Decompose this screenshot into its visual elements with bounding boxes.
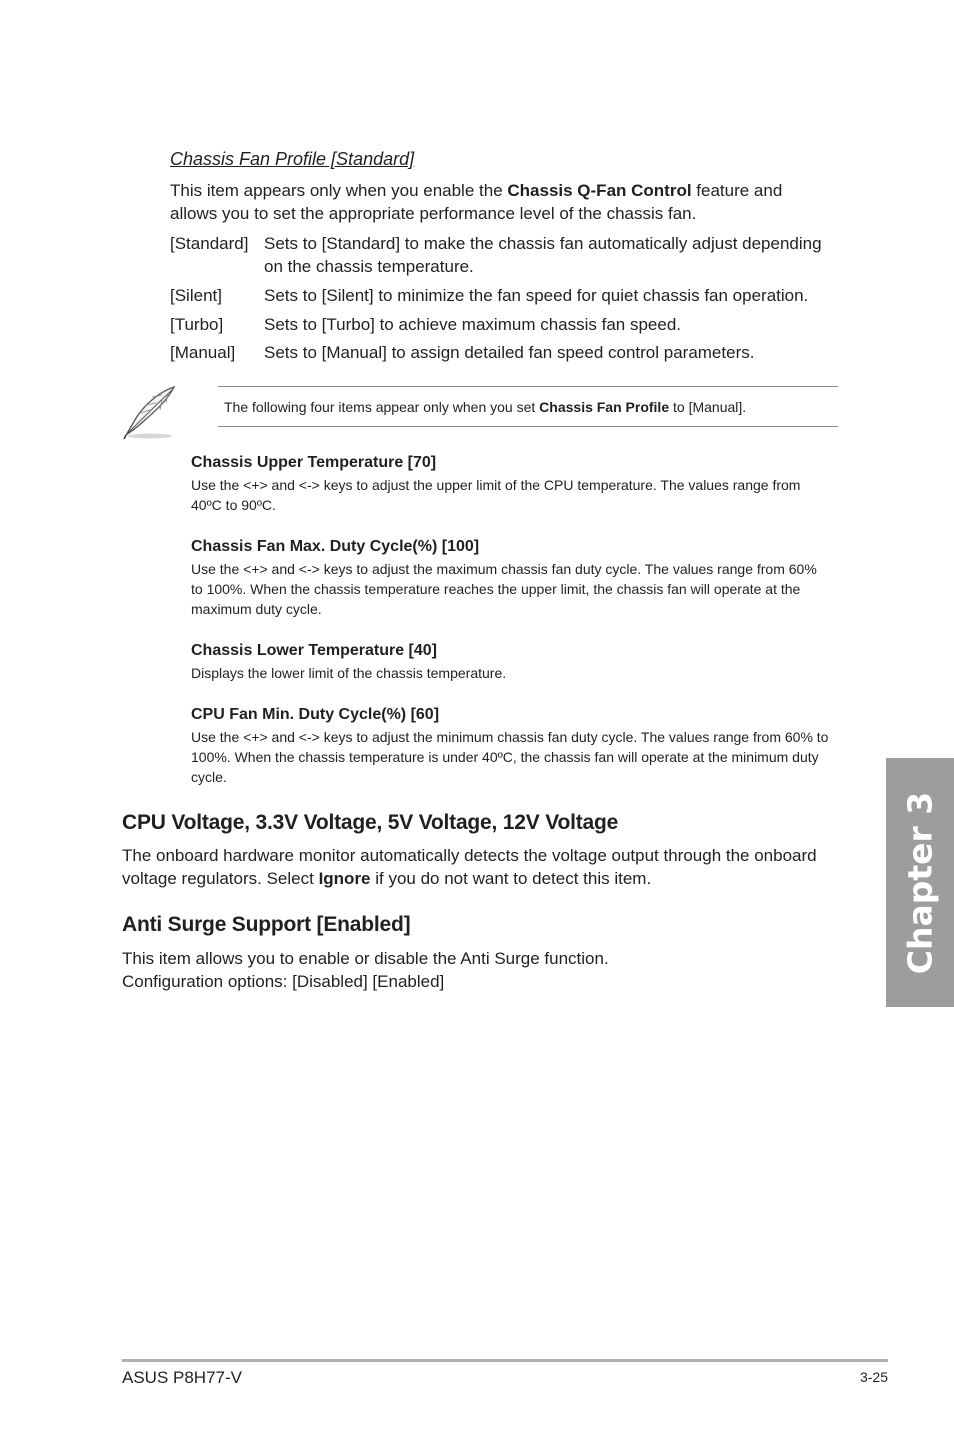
option-desc: Sets to [Standard] to make the chassis fan automatically adjust depending on the chassis temperature. [264, 234, 822, 276]
anti-surge-options: Configuration options: [Disabled] [Enabled] [122, 972, 445, 991]
item-desc: Use the <+> and <-> keys to adjust the maximum chassis fan duty cycle. The values range from 60% to 100%. When the chassis temperature reaches the upper limit, the chassis fan will operate at the maximum duty cycle. [191, 561, 817, 617]
chapter-tab [886, 758, 954, 1007]
option-standard [170, 232, 840, 278]
item-desc: Use the <+> and <-> keys to adjust the upper limit of the CPU temperature. The values range from 40ºC to 90ºC. [191, 477, 801, 513]
section-title-voltage: CPU Voltage, 3.3V Voltage, 5V Voltage, 12V Voltage [122, 811, 619, 834]
item-title: Chassis Upper Temperature [70] [191, 454, 437, 471]
anti-surge-line: This item allows you to enable or disable the Anti Surge function. [122, 949, 609, 968]
option-desc: Sets to [Turbo] to achieve maximum chassis fan speed. [264, 315, 682, 334]
subsection-intro: This item appears only when you enable the Chassis Q-Fan Control feature and allows you to set the appropriate performance level of the chassis fan. [170, 181, 783, 223]
option-silent [170, 284, 840, 307]
section-title-anti-surge: Anti Surge Support [Enabled] [122, 913, 411, 936]
option-key: [Silent] [170, 286, 222, 305]
chapter-tab-label: Chapter 3 [900, 791, 940, 974]
note-text: The following four items appear only when you set Chassis Fan Profile to [Manual]. [224, 399, 747, 415]
note-bottom-rule [218, 426, 838, 427]
item-desc: Use the <+> and <-> keys to adjust the minimum chassis fan duty cycle. The values range from 60% to 100%. When the chassis temperature is under 40ºC, the chassis fan will operate at the minimum duty cycle. [191, 729, 829, 785]
item-title: Chassis Fan Max. Duty Cycle(%) [100] [191, 538, 480, 555]
item-title: Chassis Lower Temperature [40] [191, 642, 438, 659]
option-desc: Sets to [Manual] to assign detailed fan speed control parameters. [264, 343, 755, 362]
footer-product-name: ASUS P8H77-V [122, 1368, 242, 1387]
option-turbo [170, 313, 840, 336]
item-desc: Displays the lower limit of the chassis temperature. [191, 665, 507, 681]
footer-page-number: 3-25 [859, 1369, 888, 1385]
note-pen-icon [122, 383, 180, 441]
section-desc-voltage: The onboard hardware monitor automatically detects the voltage output through the onboard voltage regulators. Select Ignore if you do not want to detect this item. [122, 846, 817, 888]
option-key: [Standard] [170, 234, 249, 253]
option-key: [Manual] [170, 343, 236, 362]
section-desc-anti-surge [122, 947, 842, 993]
option-key: [Turbo] [170, 315, 224, 334]
note-top-rule [218, 386, 838, 387]
option-desc: Sets to [Silent] to minimize the fan speed for quiet chassis fan operation. [264, 286, 809, 305]
option-manual [170, 341, 840, 364]
subsection-title: Chassis Fan Profile [Standard] [170, 149, 415, 169]
footer-rule [122, 1359, 888, 1362]
item-title: CPU Fan Min. Duty Cycle(%) [60] [191, 706, 440, 723]
